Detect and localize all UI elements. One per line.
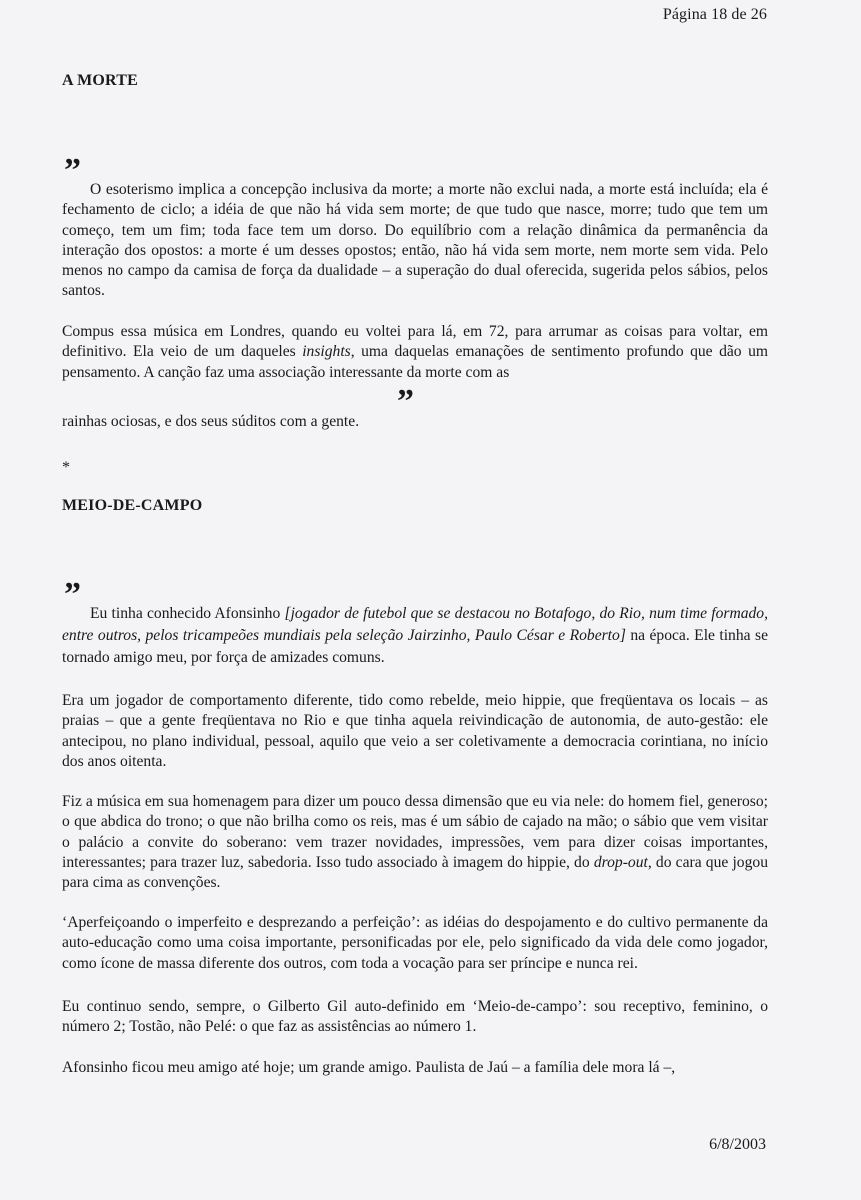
paragraph: Eu continuo sendo, sempre, o Gilberto Gil auto-definido em ‘Meio-de-campo’: sou receptivo, feminino, o número 2; Tostão, não Pelé: o que faz as assistências ao número 1. — [62, 998, 768, 1036]
section-heading-meio-de-campo: MEIO-DE-CAMPO — [62, 497, 203, 514]
italic-note: [jogador de futebol que se destacou no Botafogo, do Rio, num time formado, entre outros, pelos tricampeões mundiais pela seleção Jairzinho, Paulo César e Roberto] — [62, 605, 768, 644]
section-separator: * — [62, 459, 70, 476]
paragraph: O esoterismo implica a concepção inclusiva da morte; a morte não exclui nada, a morte está incluída; ela é fechamento de ciclo; a idéia de que não há vida sem morte; de que tudo que nasce, morre; tudo que tem um começo, tem um fim; toda face tem um dorso. Do equilíbrio com a relação dinâmica da permanência da interação dos opostos: a morte é um desses opostos; então, não há vida sem morte, nem morte sem vida. Pelo menos no campo da camisa de força da dualidade – a superação do dual oferecida, sugerida pelos sábios, pelos santos. — [62, 181, 768, 300]
paragraph: Afonsinho ficou meu amigo até hoje; um grande amigo. Paulista de Jaú – a família dele mora lá –, — [62, 1059, 676, 1076]
opening-quote-mark: ” — [64, 576, 78, 613]
italic-term: drop-out — [593, 853, 648, 871]
opening-quote-mark: ” — [64, 152, 78, 189]
paragraph: Compus essa música em Londres, quando eu voltei para lá, em 72, para arrumar as coisas para voltar, em definitivo. Ela veio de um daqueles insights, uma daquelas emanações de sentimento profundo que dão um pensamento. A canção faz uma associação interessante da morte com as — [62, 323, 768, 381]
paragraph: Era um jogador de comportamento diferente, tido como rebelde, meio hippie, que freqüentava os locais – as praias – que a gente freqüentava no Rio e que tinha aquela reivindicação de autonomia, de auto-gestão: ele antecipou, no plano individual, pessoal, aquilo que veio a ser coletivamente a democracia corintiana, no início dos anos oitenta. — [62, 692, 768, 770]
paragraph: ‘Aperfeiçoando o imperfeito e desprezando a perfeição’: as idéias do despojamento e do cultivo permanente da auto-educação como uma coisa importante, personificadas por ele, pelo significado da vida dele como jogador, como ícone de massa diferente dos outros, com toda a vocação para ser príncipe e nunca rei. — [62, 914, 768, 972]
page-number: Página 18 de 26 — [662, 6, 767, 23]
closing-quote-mark: ” — [397, 383, 411, 420]
section-heading-a-morte: A MORTE — [62, 72, 138, 89]
paragraph: Fiz a música em sua homenagem para dizer um pouco dessa dimensão que eu via nele: do homem fiel, generoso; o que abdica do trono; o que não brilha como os reis, mas é um sábio de cajado na mão; o sábio que vem visitar o palácio a convite do soberano: vem trazer novidades, impressões, vem para dizer coisas importantes, interessantes; para trazer luz, sabedoria. Isso tudo associado à imagem do hippie, do drop-out, do cara que jogou para cima as convenções. — [62, 793, 768, 892]
paragraph: rainhas ociosas, e dos seus súditos com a gente. — [62, 413, 360, 430]
paragraph: Eu tinha conhecido Afonsinho [jogador de futebol que se destacou no Botafogo, do Rio, num time formado, entre outros, pelos tricampeões mundiais pela seleção Jairzinho, Paulo César e Roberto] na época. Ele tinha se tornado amigo meu, por força de amizades comuns. — [62, 605, 768, 666]
footer-date: 6/8/2003 — [709, 1136, 766, 1153]
italic-term: insights — [302, 343, 351, 361]
